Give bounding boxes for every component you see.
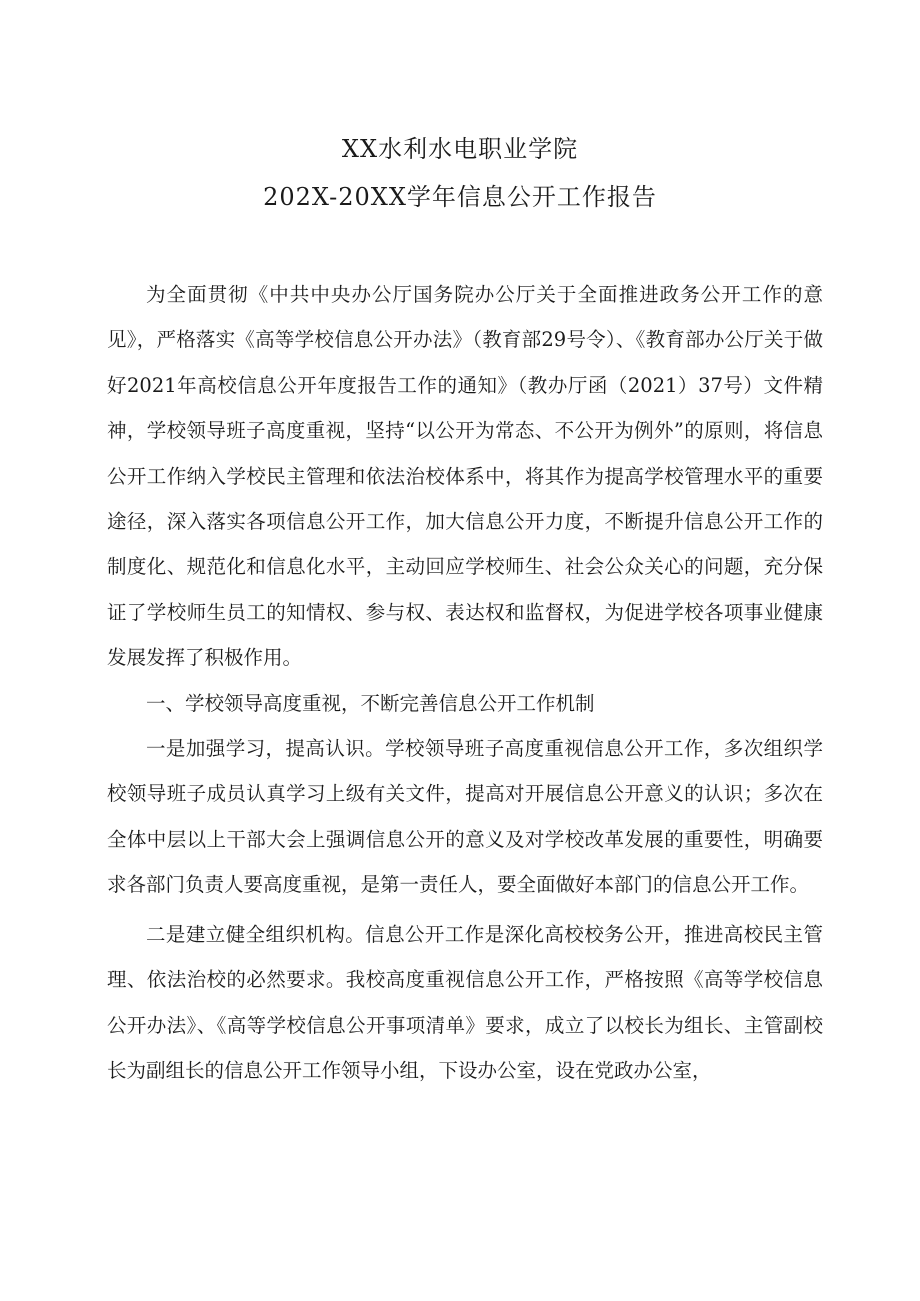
section-heading-1: 一、学校领导高度重视，不断完善信息公开工作机制 [146, 691, 595, 715]
paragraph-organization: 二是建立健全组织机构。信息公开工作是深化高校校务公开，推进高校民主管理、依法治校的必然要求。我校高度重视信息公开工作，严格按照《高等学校信息公开办法》、《高等学校信息公开事项清单》要求，成立了以校长为组长、主管副校长为副组长的信息公开工作领导小组，下设办公室，设在党政办公室， [107, 922, 823, 1082]
intro-paragraph: 为全面贯彻《中共中央办公厅国务院办公厅关于全面推进政务公开工作的意见》，严格落实《高等学校信息公开办法》（教育部29号令）、《教育部办公厅关于做好2021年高校信息公开年度报告工作的通知》（教办厅函（2021）37号）文件精神，学校领导班子高度重视，坚持“以公开为常态、不公开为例外”的原则，将信息公开工作纳入学校民主管理和依法治校体系中，将其作为提高学校管理水平的重要途径，深入落实各项信息公开工作，加大信息公开力度，不断提升信息公开工作的制度化、规范化和信息化水平，主动回应学校师生、社会公众关心的问题，充分保证了学校师生员工的知情权、参与权、表达权和监督权，为促进学校各项事业健康发展发挥了积极作用。 [107, 283, 823, 670]
paragraph-learning: 一是加强学习，提高认识。学校领导班子高度重视信息公开工作，多次组织学校领导班子成员认真学习上级有关文件，提高对开展信息公开意义的认识；多次在全体中层以上干部大会上强调信息公开的意义及对学校改革发展的重要性，明确要求各部门负责人要高度重视，是第一责任人，要全面做好本部门的信息公开工作。 [107, 737, 823, 897]
document-body [107, 272, 823, 1093]
document-title-line2: 202X-20XX学年信息公开工作报告 [263, 183, 657, 211]
document-title-line1: XX水利水电职业学院 [341, 135, 579, 163]
